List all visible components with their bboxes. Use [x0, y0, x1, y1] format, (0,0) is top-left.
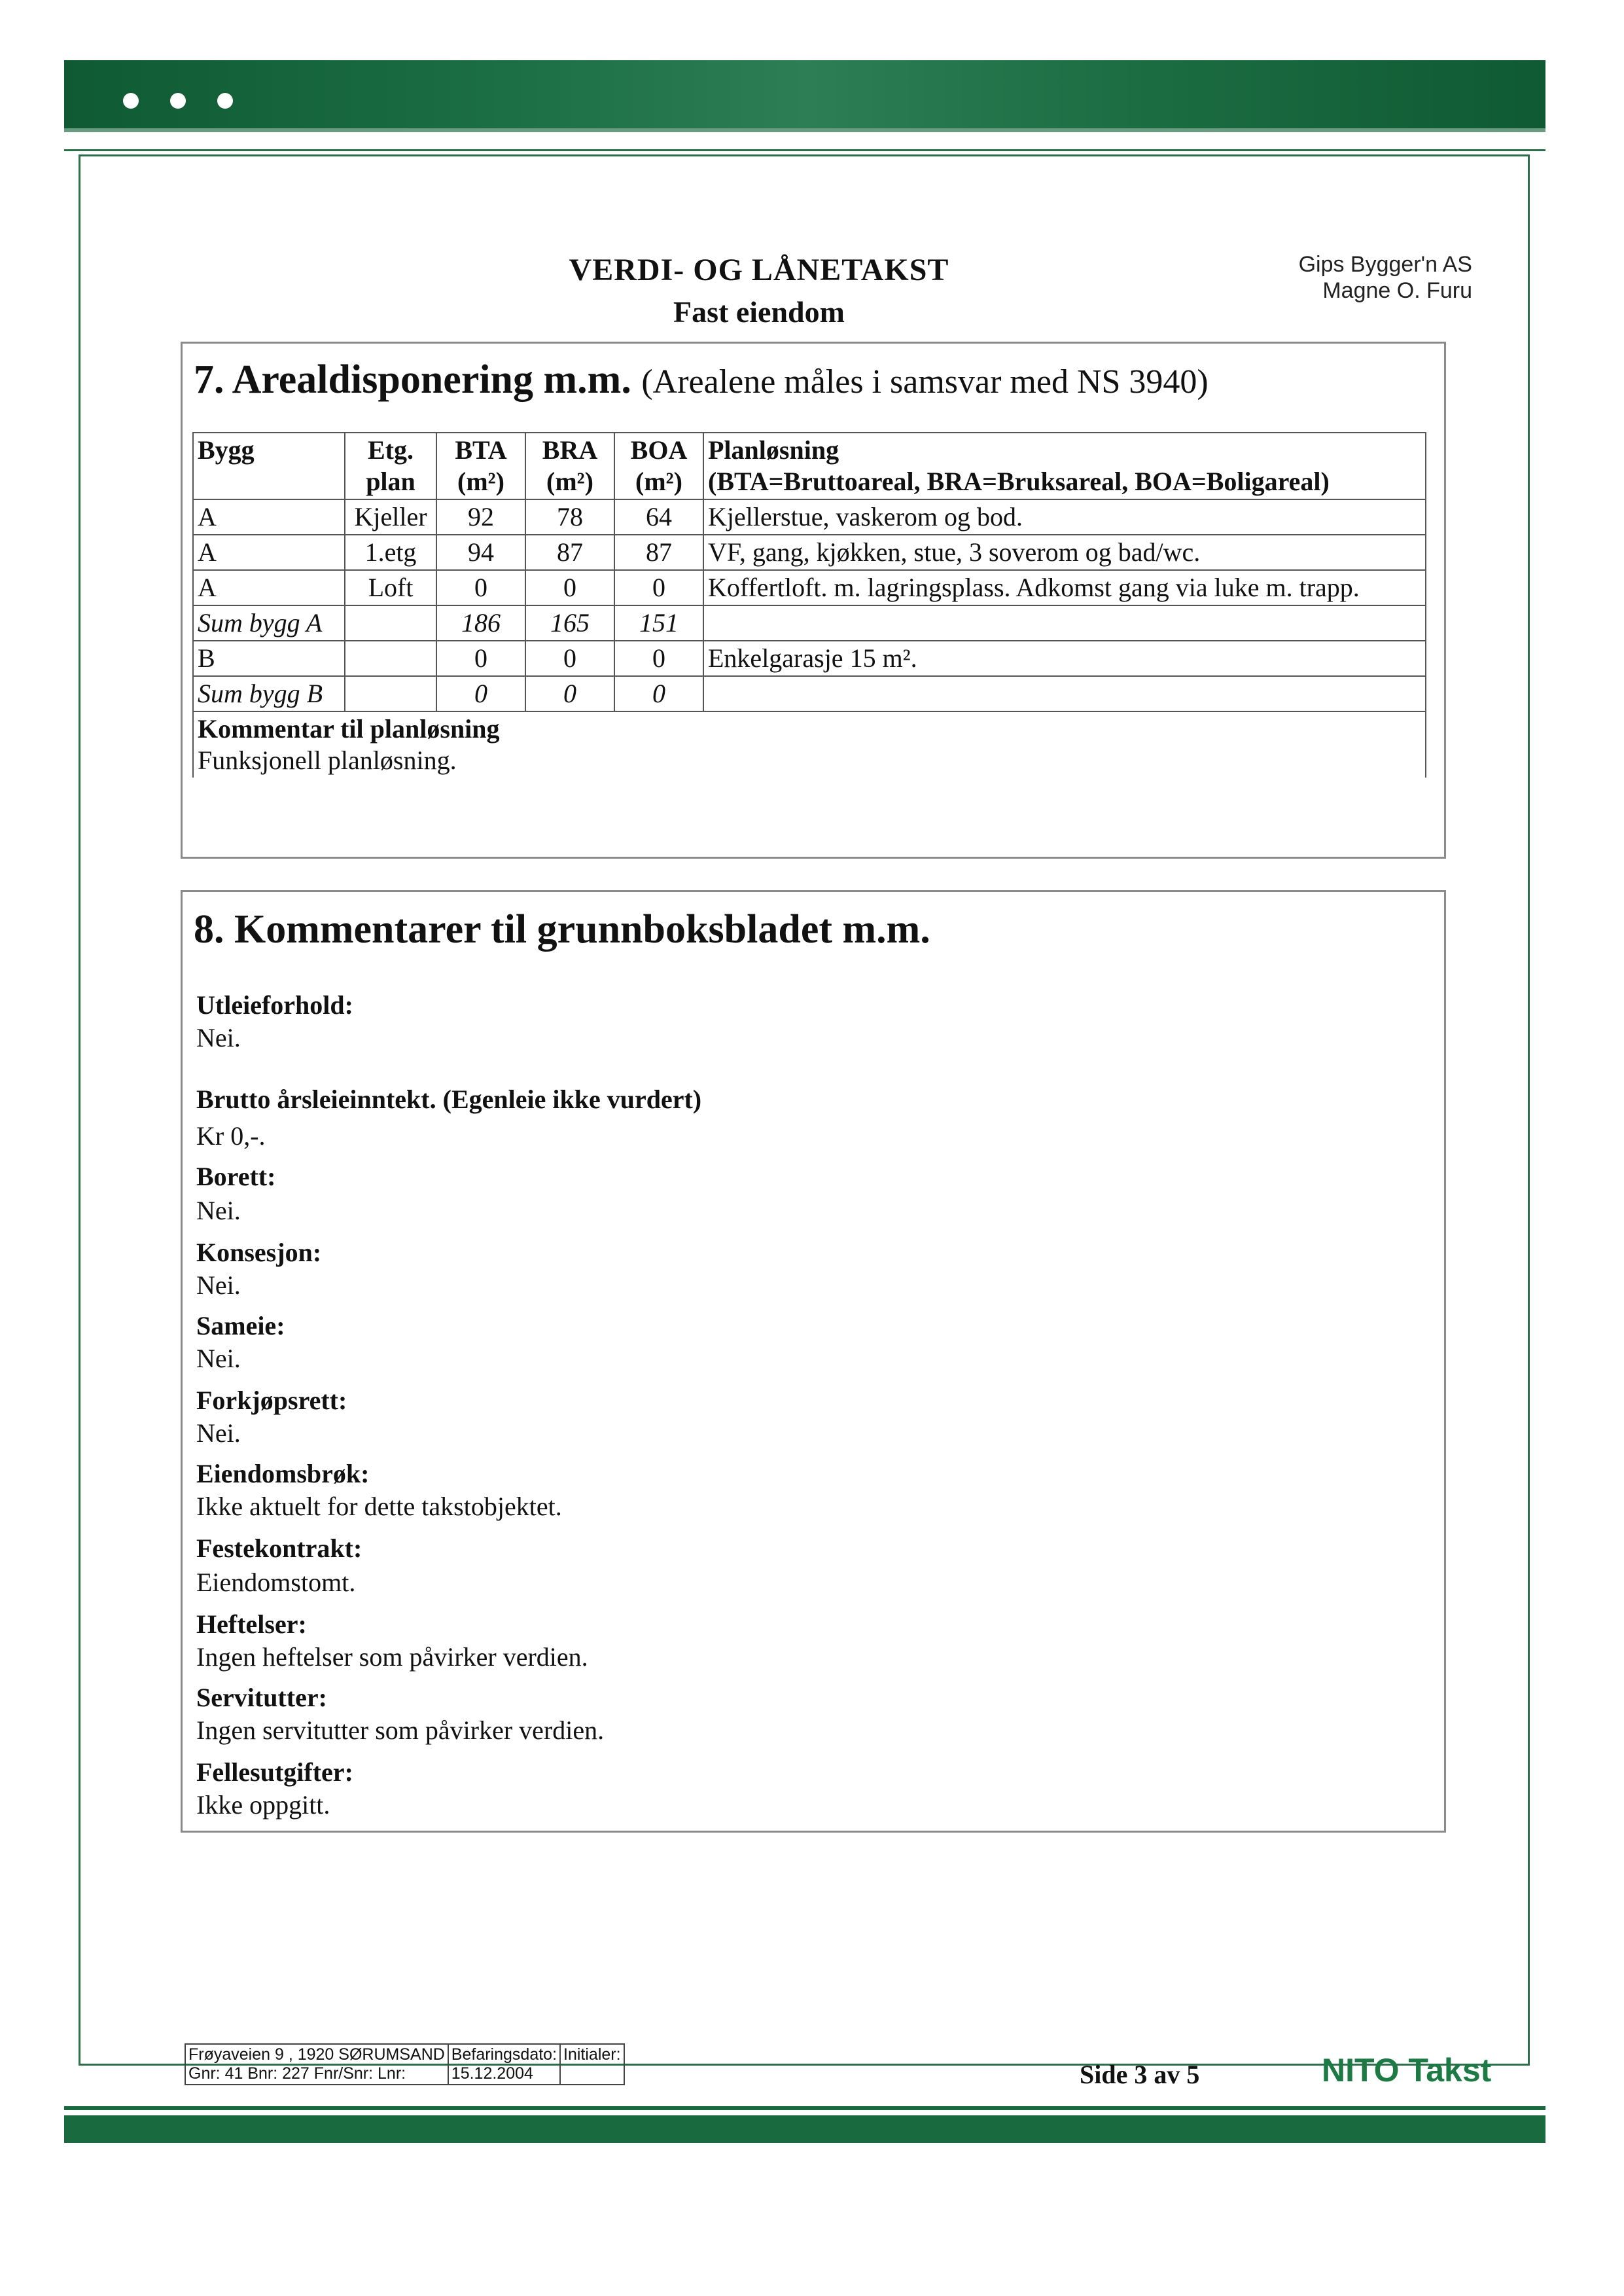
- cell-etg: Kjeller: [345, 499, 436, 535]
- cell-planlosning: [703, 676, 1426, 711]
- cell-planlosning: Koffertloft. m. lagringsplass. Adkomst gang via luke m. trapp.: [703, 570, 1426, 605]
- item-label-heftelser: Heftelser:: [196, 1609, 307, 1639]
- comment-heading: Kommentar til planløsning: [198, 714, 500, 744]
- item-value-fellesutgifter: Ikke oppgitt.: [196, 1790, 330, 1820]
- item-label-brutto-arsleieinntekt: Brutto årsleieinntekt. (Egenleie ikke vurdert): [196, 1085, 702, 1114]
- cell-bra: 0: [525, 570, 614, 605]
- table-header-row: [193, 433, 1426, 499]
- brand-logo: NITO Takst: [1322, 2052, 1492, 2089]
- item-value-servitutter: Ingen servitutter som påvirker verdien.: [196, 1715, 605, 1745]
- document-subtitle: Fast eiendom: [673, 295, 845, 329]
- footer-address: Frøyaveien 9 , 1920 SØRUMSAND: [188, 2045, 445, 2064]
- cell-planlosning: Enkelgarasje 15 m².: [703, 641, 1426, 676]
- cell-bta: 0: [436, 676, 525, 711]
- col-header-plan-line2: (BTA=Bruttoareal, BRA=Bruksareal, BOA=Boligareal): [708, 467, 1330, 496]
- cell-bygg: A: [193, 535, 345, 570]
- cell-bygg: B: [193, 641, 345, 676]
- section-8-heading: 8. Kommentarer til grunnboksbladet m.m.: [194, 907, 930, 952]
- document-title: VERDI- OG LÅNETAKST: [569, 253, 949, 287]
- cell-boa: 0: [614, 570, 703, 605]
- banner-dot-icon: [123, 93, 139, 109]
- cell-bygg: A: [193, 570, 345, 605]
- cell-etg: Loft: [345, 570, 436, 605]
- cell-boa: 151: [614, 605, 703, 641]
- top-banner: [64, 60, 1545, 132]
- company-name: Gips Bygger'n AS: [1298, 252, 1472, 277]
- col-header-bta-label: BTA: [455, 435, 507, 465]
- footer-inspection-cell: [448, 2044, 560, 2085]
- company-info: [1197, 251, 1472, 304]
- cell-bta: 92: [436, 499, 525, 535]
- item-label-fellesutgifter: Fellesutgifter:: [196, 1757, 353, 1787]
- cell-bta: 94: [436, 535, 525, 570]
- footer-address-cell: [185, 2044, 448, 2085]
- banner-dot-icon: [217, 93, 233, 109]
- footer-initials-label: Initialer:: [563, 2045, 621, 2064]
- footer-initials-cell: [560, 2044, 624, 2085]
- item-value-heftelser: Ingen heftelser som påvirker verdien.: [196, 1642, 588, 1672]
- item-value-konsesjon: Nei.: [196, 1270, 241, 1300]
- cell-boa: 87: [614, 535, 703, 570]
- cell-etg: [345, 676, 436, 711]
- table-row-sum: [193, 676, 1426, 711]
- col-header-unit: (m²): [457, 467, 504, 496]
- col-header-etg-line1: Etg.: [368, 435, 414, 465]
- cell-etg: 1.etg: [345, 535, 436, 570]
- cell-bygg: A: [193, 499, 345, 535]
- col-header-bra: [525, 433, 614, 499]
- col-header-boa-label: BOA: [630, 435, 688, 465]
- banner-dot-icon: [170, 93, 186, 109]
- cell-planlosning: Kjellerstue, vaskerom og bod.: [703, 499, 1426, 535]
- section-8-box: [181, 890, 1446, 1833]
- cell-boa: 0: [614, 676, 703, 711]
- col-header-bra-label: BRA: [542, 435, 598, 465]
- cell-bta: 0: [436, 641, 525, 676]
- cell-bygg: Sum bygg B: [193, 676, 345, 711]
- col-header-bta: [436, 433, 525, 499]
- company-contact: Magne O. Furu: [1322, 278, 1472, 303]
- item-label-utleieforhold: Utleieforhold:: [196, 990, 353, 1020]
- col-header-unit: (m²): [546, 467, 593, 496]
- footer-info-table: [185, 2043, 625, 2085]
- col-header-plan-line1: Planløsning: [708, 435, 839, 465]
- item-label-sameie: Sameie:: [196, 1311, 285, 1340]
- item-label-borett: Borett:: [196, 1162, 276, 1191]
- table-row-sum: [193, 605, 1426, 641]
- item-label-festekontrakt: Festekontrakt:: [196, 1534, 362, 1563]
- cell-bra: 0: [525, 676, 614, 711]
- comment-row: [193, 711, 1426, 778]
- cell-boa: 64: [614, 499, 703, 535]
- item-value-utleieforhold: Nei.: [196, 1023, 241, 1052]
- item-label-konsesjon: Konsesjon:: [196, 1238, 322, 1267]
- comment-cell: [193, 711, 1426, 778]
- item-value-brutto-arsleieinntekt: Kr 0,-.: [196, 1121, 266, 1151]
- cell-planlosning: VF, gang, kjøkken, stue, 3 soverom og bad/wc.: [703, 535, 1426, 570]
- footer-inspection-date: 15.12.2004: [451, 2064, 533, 2083]
- section-7-heading: [194, 357, 1209, 403]
- table-row: [193, 535, 1426, 570]
- cell-bra: 0: [525, 641, 614, 676]
- item-value-sameie: Nei.: [196, 1344, 241, 1373]
- cell-etg: [345, 605, 436, 641]
- table-row: [193, 570, 1426, 605]
- footer-inspection-label: Befaringsdato:: [451, 2045, 557, 2064]
- col-header-planlosning: [703, 433, 1426, 499]
- item-label-forkjopsrett: Forkjøpsrett:: [196, 1386, 347, 1415]
- col-header-bygg: Bygg: [193, 433, 345, 499]
- table-row: [193, 499, 1426, 535]
- table-row: [193, 641, 1426, 676]
- banner-stripe: [64, 128, 1545, 132]
- cell-planlosning: [703, 605, 1426, 641]
- frame-top-line: [64, 149, 1545, 151]
- section-7-title: 7. Arealdisponering m.m.: [194, 357, 631, 402]
- cell-bra: 165: [525, 605, 614, 641]
- bottom-banner-line: [64, 2106, 1545, 2110]
- item-label-servitutter: Servitutter:: [196, 1683, 327, 1712]
- cell-bta: 0: [436, 570, 525, 605]
- page-number: Side 3 av 5: [1080, 2060, 1200, 2089]
- item-value-festekontrakt: Eiendomstomt.: [196, 1568, 356, 1597]
- cell-bygg: Sum bygg A: [193, 605, 345, 641]
- item-value-borett: Nei.: [196, 1196, 241, 1225]
- col-header-unit: (m²): [635, 467, 682, 496]
- footer-initials-value: [563, 2064, 621, 2083]
- cell-bra: 87: [525, 535, 614, 570]
- item-value-forkjopsrett: Nei.: [196, 1418, 241, 1448]
- cell-etg: [345, 641, 436, 676]
- comment-text: Funksjonell planløsning.: [198, 745, 457, 775]
- item-value-eiendomsbrok: Ikke aktuelt for dette takstobjektet.: [196, 1492, 562, 1521]
- footer-property-ids: Gnr: 41 Bnr: 227 Fnr/Snr: Lnr:: [188, 2064, 406, 2083]
- col-header-boa: [614, 433, 703, 499]
- cell-bta: 186: [436, 605, 525, 641]
- area-table: [192, 432, 1426, 778]
- item-label-eiendomsbrok: Eiendomsbrøk:: [196, 1459, 370, 1488]
- section-7-note: (Arealene måles i samsvar med NS 3940): [641, 363, 1209, 401]
- footer-row: [185, 2044, 624, 2085]
- cell-boa: 0: [614, 641, 703, 676]
- bottom-banner: [64, 2115, 1545, 2143]
- cell-bra: 78: [525, 499, 614, 535]
- col-header-etg: [345, 433, 436, 499]
- col-header-etg-line2: plan: [366, 467, 415, 496]
